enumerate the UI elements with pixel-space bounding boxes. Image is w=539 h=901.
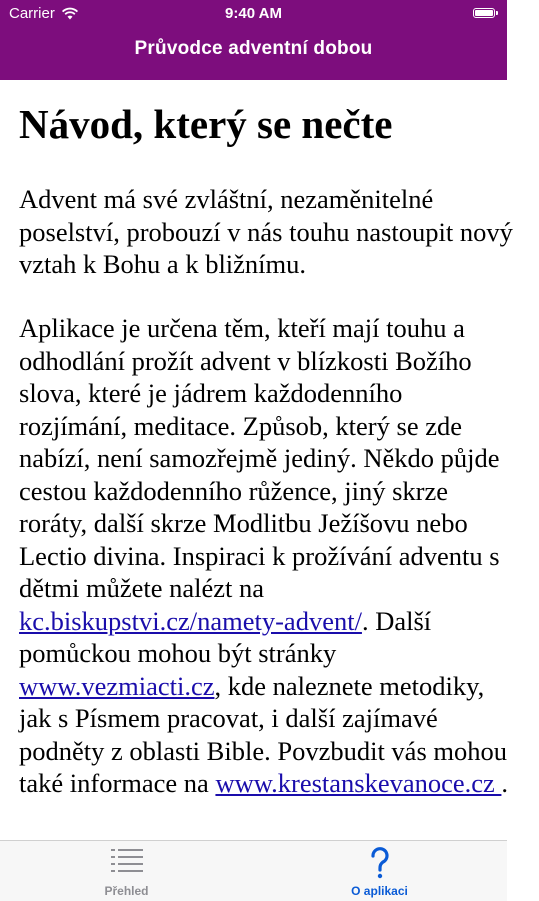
- tab-bar: [0, 840, 507, 901]
- battery-icon: [473, 8, 495, 18]
- navigation-header: [0, 0, 507, 80]
- tab-label: Přehled: [104, 884, 149, 898]
- article-heading: Návod, který se nečte: [19, 101, 393, 147]
- article-content: [19, 80, 539, 840]
- tab-label: O aplikaci: [351, 884, 408, 898]
- link-vezmiacti[interactable]: www.vezmiacti.cz: [19, 670, 215, 701]
- clock: 9:40 AM: [225, 5, 282, 22]
- paragraph-text: .: [501, 768, 509, 798]
- tab-prehled[interactable]: [0, 841, 253, 901]
- paragraph-text: , kde naleznete metodiky, jak s Písmem pracovat, i další zajímavé podněty z oblasti Bible. Povzbudit vás mohou také informace na: [19, 670, 507, 798]
- page-title: Průvodce adventní dobou: [134, 38, 373, 59]
- article-paragraph-1: Advent má své zvláštní, nezaměnitelné poselství, probouzí v nás touhu nastoupit nový vztah k Bohu a k bližnímu.: [19, 184, 513, 279]
- link-krestanskevanoce[interactable]: www.krestanskevanoce.cz: [215, 768, 502, 798]
- link-kc-biskupstvi[interactable]: kc.biskupstvi.cz/namety-advent/: [19, 605, 362, 636]
- carrier-label: Carrier: [9, 5, 55, 22]
- status-bar: [0, 0, 507, 28]
- paragraph-text: Aplikace je určena těm, kteří mají touhu a odhodlání prožít advent v blízkosti Božího slova, které je jádrem každodenního rozjímání, meditace. Způsob, který se zde nabízí, není samozřejmě jediný. Někdo půjde cestou každodenního růžence, jiný skrze roráty, další skrze Modlitbu Ježíšovu nebo Lectio divina. Inspiraci k prožívání adventu s dětmi můžete nalézt na: [19, 313, 500, 603]
- article-paragraph-2: [19, 312, 514, 800]
- question-icon: [369, 847, 391, 879]
- list-icon: [111, 847, 143, 873]
- tab-o-aplikaci[interactable]: [253, 841, 506, 901]
- paragraph-text: . Další pomůckou mohou být stránky: [19, 605, 432, 668]
